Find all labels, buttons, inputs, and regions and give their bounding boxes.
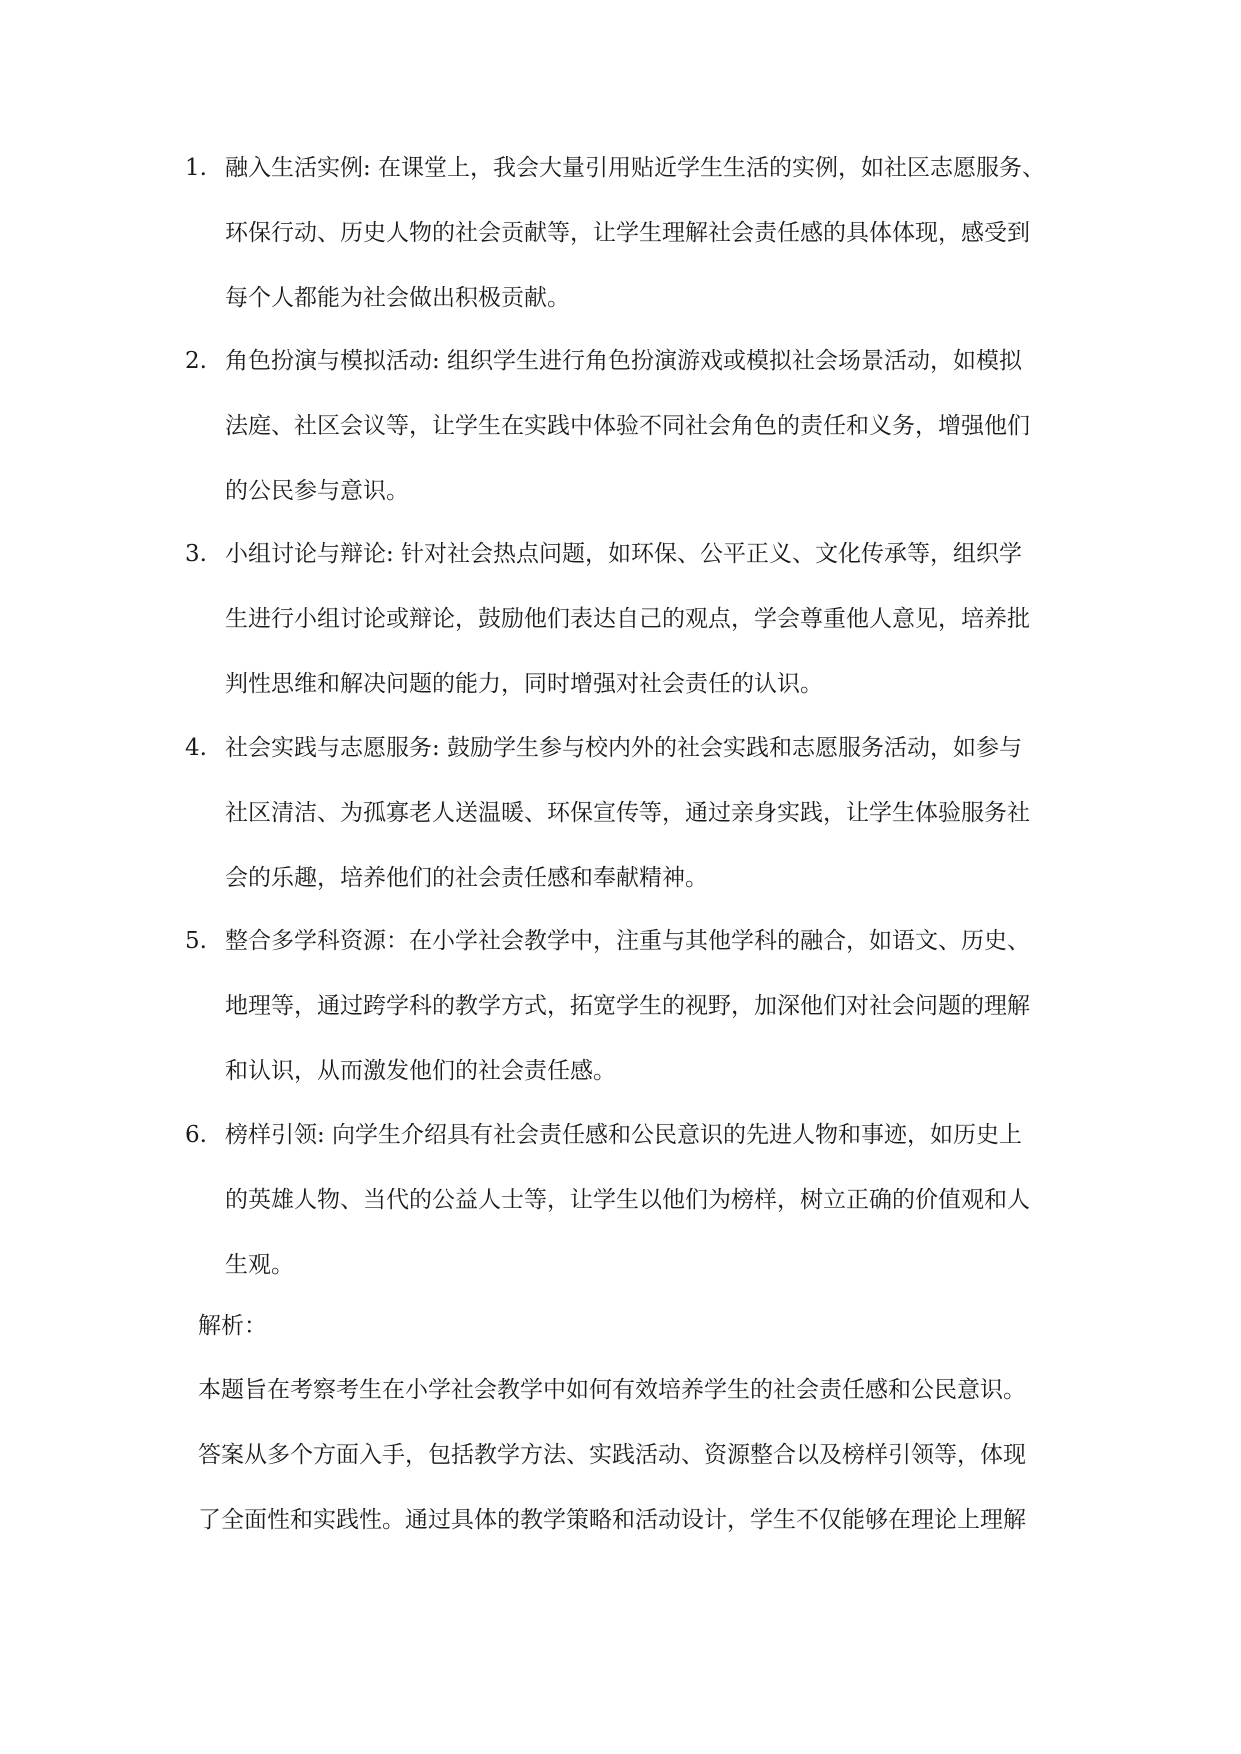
list-item-text-line: 社区清洁、为孤寡老人送温暖、环保宣传等，通过亲身实践，让学生体验服务社 xyxy=(225,800,1030,826)
list-number: 1. xyxy=(185,155,207,181)
list-item-text-line: 每个人都能为社会做出积极贡献。 xyxy=(225,285,570,311)
list-item-text-line: 融入生活实例: 在课堂上，我会大量引用贴近学生生活的实例，如社区志愿服务、 xyxy=(225,155,1046,181)
list-number: 3. xyxy=(185,541,207,567)
analysis-text-line: 答案从多个方面入手，包括教学方法、实践活动、资源整合以及榜样引领等，体现 xyxy=(198,1442,1026,1468)
list-item-text-line: 法庭、社区会议等，让学生在实践中体验不同社会角色的责任和义务，增强他们 xyxy=(225,413,1030,439)
list-item-1 xyxy=(185,136,1105,331)
list-number: 4. xyxy=(185,735,207,761)
analysis-paragraph xyxy=(198,1358,1128,1553)
list-item-text-line: 会的乐趣，培养他们的社会责任感和奉献精神。 xyxy=(225,865,708,891)
list-item-5 xyxy=(185,909,1105,1104)
list-item-3 xyxy=(185,522,1105,717)
list-item-text-line: 的英雄人物、当代的公益人士等，让学生以他们为榜样，树立正确的价值观和人 xyxy=(225,1187,1030,1213)
list-item-text-line: 生进行小组讨论或辩论，鼓励他们表达自己的观点，学会尊重他人意见，培养批 xyxy=(225,606,1030,632)
list-item-text-line: 的公民参与意识。 xyxy=(225,478,409,504)
list-item-text-line: 判性思维和解决问题的能力，同时增强对社会责任的认识。 xyxy=(225,671,823,697)
list-number: 2. xyxy=(185,348,207,374)
list-number: 6. xyxy=(185,1122,207,1148)
list-item-text-line: 榜样引领: 向学生介绍具有社会责任感和公民意识的先进人物和事迹，如历史上 xyxy=(225,1122,1023,1148)
analysis-text-line: 本题旨在考察考生在小学社会教学中如何有效培养学生的社会责任感和公民意识。 xyxy=(198,1377,1026,1403)
list-item-2 xyxy=(185,329,1105,524)
list-item-4 xyxy=(185,716,1105,911)
list-item-text-line: 整合多学科资源：在小学社会教学中，注重与其他学科的融合，如语文、历史、 xyxy=(225,928,1030,954)
list-item-text-line: 生观。 xyxy=(225,1252,294,1278)
analysis-heading-text: 解析： xyxy=(198,1313,267,1339)
analysis-heading xyxy=(198,1294,1128,1359)
list-number: 5. xyxy=(185,928,207,954)
list-item-text-line: 社会实践与志愿服务: 鼓励学生参与校内外的社会实践和志愿服务活动，如参与 xyxy=(225,735,1023,761)
list-item-6 xyxy=(185,1103,1105,1298)
list-item-text-line: 地理等，通过跨学科的教学方式，拓宽学生的视野，加深他们对社会问题的理解 xyxy=(225,993,1030,1019)
analysis-text-line: 了全面性和实践性。通过具体的教学策略和活动设计，学生不仅能够在理论上理解 xyxy=(198,1507,1026,1533)
list-item-text-line: 环保行动、历史人物的社会贡献等，让学生理解社会责任感的具体体现，感受到 xyxy=(225,220,1030,246)
list-item-text-line: 小组讨论与辩论: 针对社会热点问题，如环保、公平正义、文化传承等，组织学 xyxy=(225,541,1023,567)
list-item-text-line: 角色扮演与模拟活动: 组织学生进行角色扮演游戏或模拟社会场景活动，如模拟 xyxy=(225,348,1023,374)
list-item-text-line: 和认识，从而激发他们的社会责任感。 xyxy=(225,1058,616,1084)
